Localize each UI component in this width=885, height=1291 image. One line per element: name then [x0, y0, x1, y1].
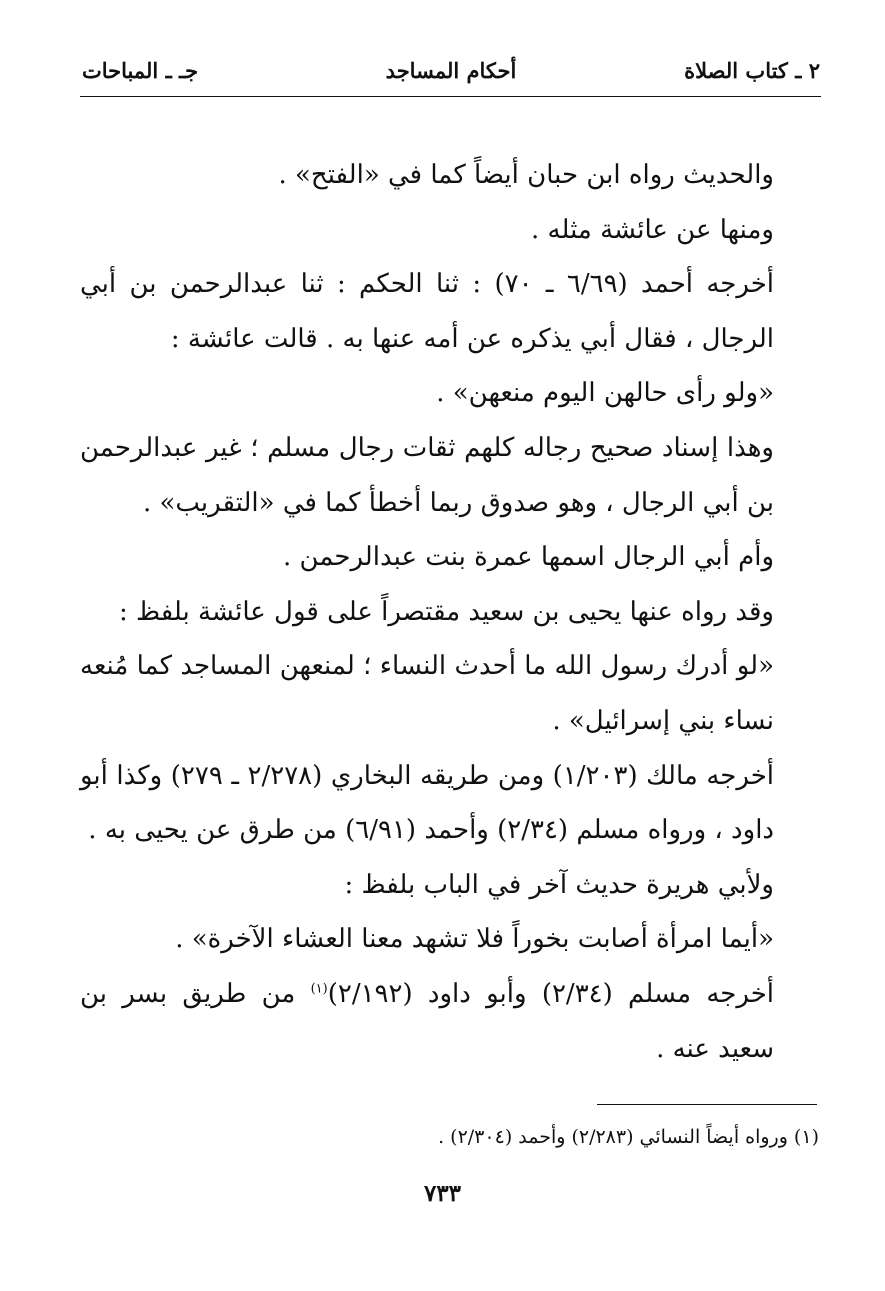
paragraph: أخرجه مالك (١/٢٠٣) ومن طريقه البخاري (٢/٢٧٨ ـ ٢٧٩) وكذا أبو داود ، ورواه مسلم (٢/٣٤) وأحمد (٦/٩١) من طرق عن يحيى به . [80, 760, 774, 846]
paragraph-text: أخرجه مسلم (٢/٣٤) وأبو داود (٢/١٩٢) [327, 978, 774, 1009]
quote-paragraph: «أيما امرأة أصابت بخوراً فلا تشهد معنا العشاء الآخرة» . [175, 924, 774, 955]
quote-paragraph: «ولو رأى حالهن اليوم منعهن» . [436, 378, 774, 409]
running-head [82, 58, 820, 92]
chapter-title: أحكام المساجد [385, 58, 517, 83]
footnote: (١) ورواه أيضاً النسائي (٢/٢٨٣) وأحمد (٢/٣٠٤) . [438, 1126, 819, 1148]
paragraph: وهذا إسناد صحيح رجاله كلهم ثقات رجال مسلم ؛ غير عبدالرحمن بن أبي الرجال ، وهو صدوق ربما أخطأ كما في «التقريب» . [80, 432, 774, 518]
body-text [80, 148, 820, 1076]
header-rule [80, 96, 821, 97]
paragraph: ولأبي هريرة حديث آخر في الباب بلفظ : [344, 869, 774, 900]
quote-paragraph: «لو أدرك رسول الله ما أحدث النساء ؛ لمنعهن المساجد كما مُنعه نساء بني إسرائيل» . [80, 651, 774, 736]
paragraph: ومنها عن عائشة مثله . [531, 214, 774, 245]
paragraph [80, 967, 820, 1076]
paragraph: أخرجه أحمد (٦/٦٩ ـ ٧٠) : ثنا الحكم : ثنا عبدالرحمن بن أبي الرجال ، فقال أبي يذكره عن أمه عنها به . قالت عائشة : [80, 269, 774, 354]
paragraph: وقد رواه عنها يحيى بن سعيد مقتصراً على قول عائشة بلفظ : [119, 596, 774, 627]
page-number: ٧٣٣ [423, 1180, 462, 1207]
footnote-rule [597, 1104, 817, 1105]
book-title: ٢ ـ كتاب الصلاة [684, 58, 820, 83]
footnote-marker: (١) [310, 981, 328, 997]
paragraph: والحديث رواه ابن حبان أيضاً كما في «الفتح» . [278, 160, 774, 190]
section-title: جـ ـ المباحات [82, 58, 199, 83]
paragraph-text: من طريق بسر بن سعيد عنه . [80, 978, 774, 1064]
paragraph: وأم أبي الرجال اسمها عمرة بنت عبدالرحمن . [283, 542, 774, 573]
